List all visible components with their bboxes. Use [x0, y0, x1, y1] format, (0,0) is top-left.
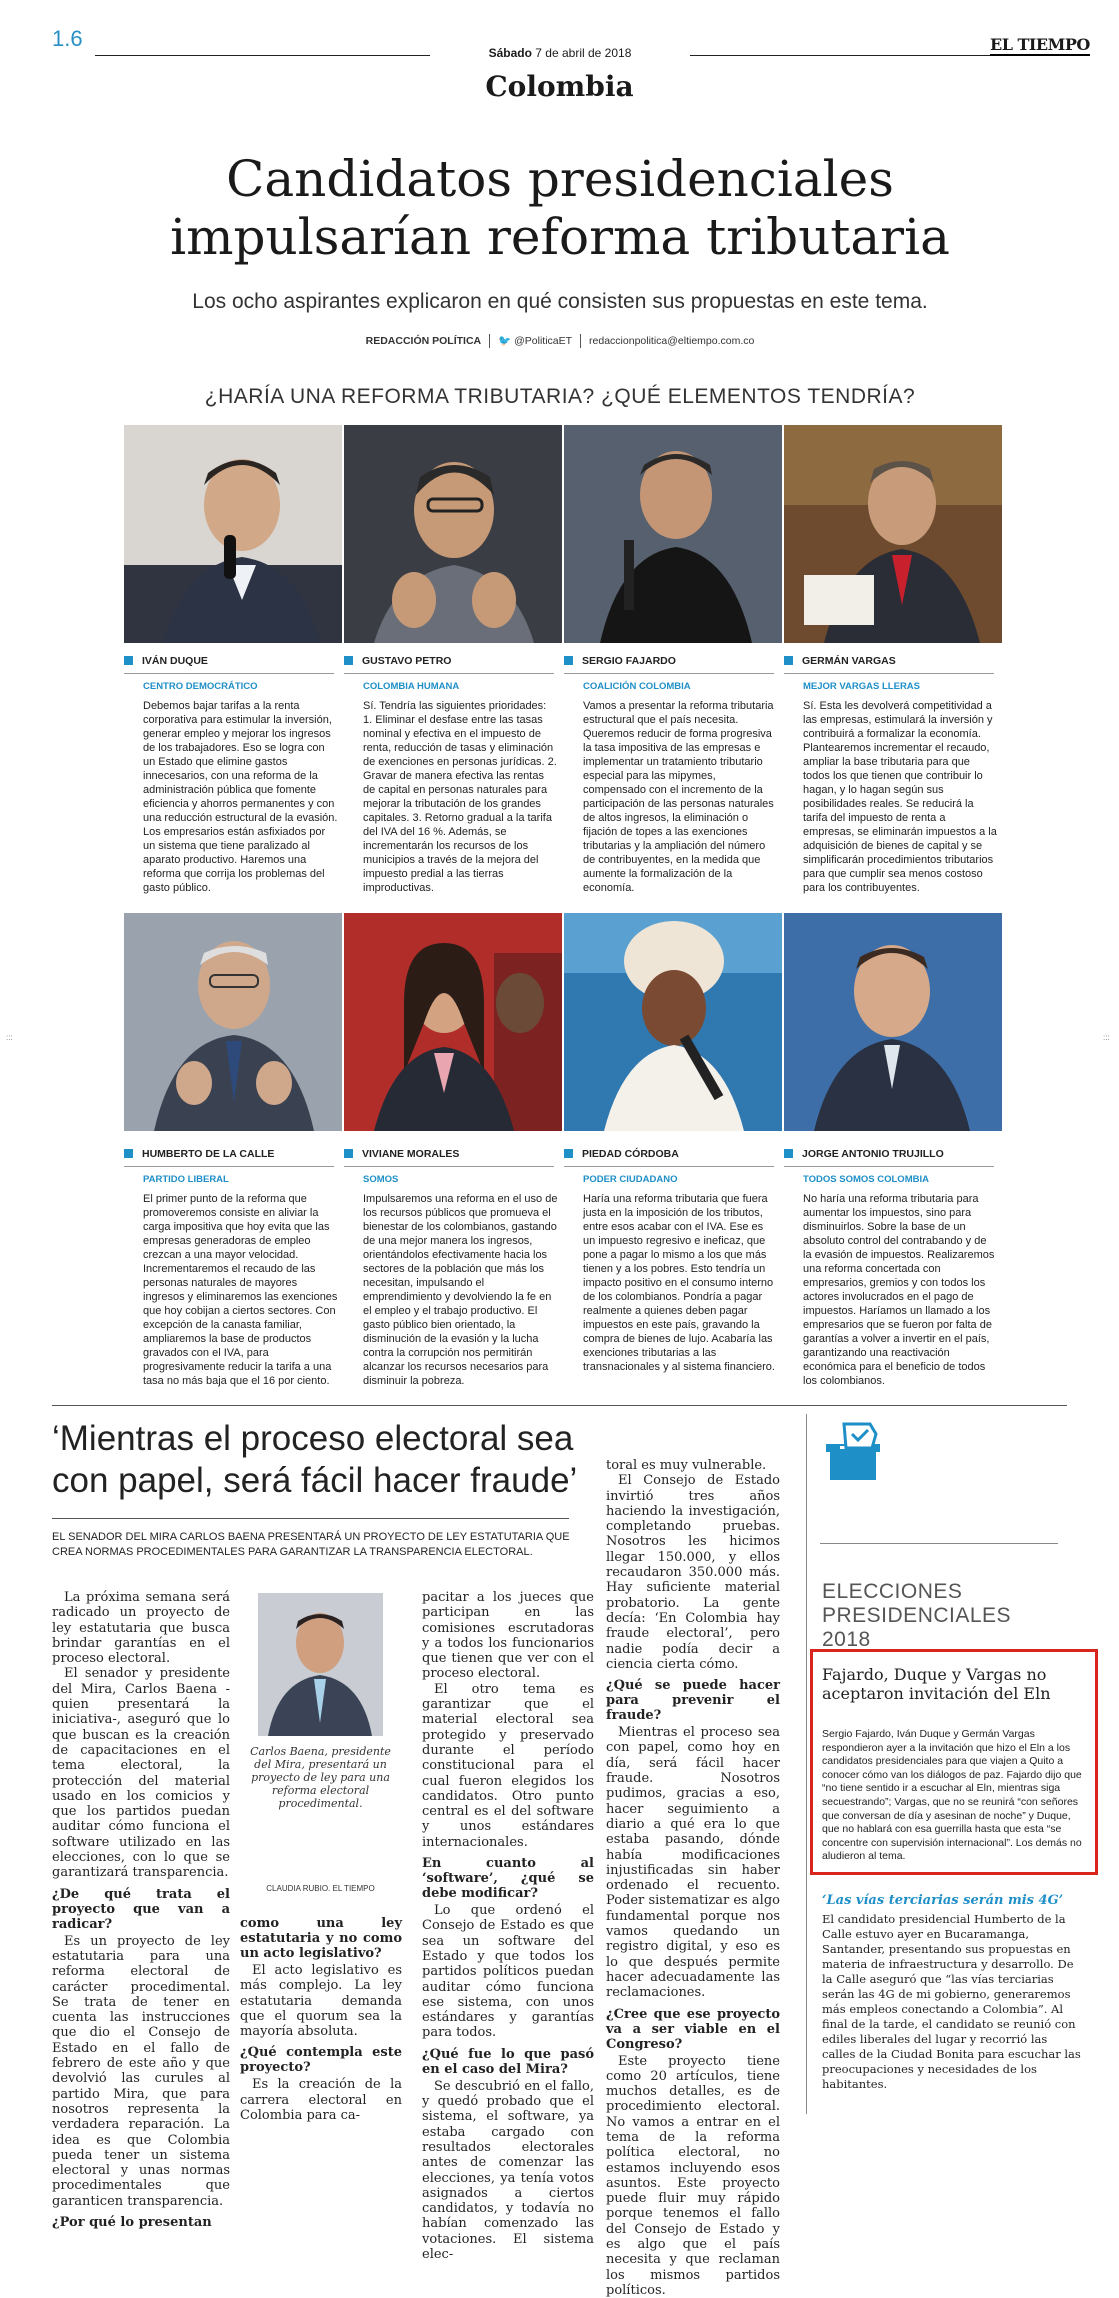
paragraph: toral es muy vulnerable.	[606, 1458, 780, 1473]
dateline	[430, 46, 690, 60]
sidebar-title-line: ELECCIONES	[822, 1580, 1011, 1604]
candidate-party: TODOS SOMOS COLOMBIA	[803, 1174, 929, 1185]
candidate-name: SERGIO FAJARDO	[564, 655, 676, 667]
byline	[100, 334, 1020, 348]
date-text: 7 de abril de 2018	[535, 46, 631, 60]
brief-title: Fajardo, Duque y Vargas no aceptaron invitación del Eln	[822, 1665, 1082, 1703]
brief-text-2: El candidato presidencial Humberto de la Calle estuvo ayer en Bucaramanga, Santander, presentando sus propuestas en materia de infraestructura y desarrollo. De la Calle aseguró que “las vías terciarias serán las 4G de mi gobierno, generaremos más empleos conectando a Colombia”. Al final de la tarde, el candidato se reunió con ediles liberales del lugar y recorrió las calles de la Ciudad Bonita para escuchar las preocupaciones y necesidades de los habitantes.	[822, 1912, 1084, 2092]
subheadline: Los ocho aspirantes explicaron en qué consisten sus propuestas en este tema.	[60, 290, 1060, 314]
article-deck: EL SENADOR DEL MIRA CARLOS BAENA PRESENTARÁ UN PROYECTO DE LEY ESTATUTARIA QUE CREA NORMAS PROCEDIMENTALES PARA GARANTIZAR LA TRANSPARENCIA ELECTORAL.	[52, 1530, 572, 1560]
square-bullet-icon	[784, 1149, 793, 1158]
photo-german-vargas	[784, 425, 1002, 643]
divider	[564, 673, 774, 674]
photo-credit: CLAUDIA RUBIO. EL TIEMPO	[248, 1884, 393, 1893]
candidate-answer: El primer punto de la reforma que promoveremos consiste en aliviar la carga impositiva que hoy evita que las empresas generadoras de empleo crezcan a una mayor velocidad. Incrementaremos el recaudo de las personas naturales de mayores ingresos y eliminaremos las exenciones que hoy cobijan a ciertos sectores. Con excepción de la canasta familiar, ampliaremos la base de productos gravados con el IVA, para progresivamente reducir la tarifa a una tasa no más baja que el 16 por ciento.	[143, 1192, 338, 1388]
divider	[124, 673, 334, 674]
photo-gustavo-petro	[344, 425, 562, 643]
header-rule-left	[95, 55, 430, 56]
brief-title-2: ‘Las vías terciarias serán mis 4G’	[822, 1893, 1063, 1908]
interview-question: ¿Cree que ese proyecto va a ser viable en el Congreso?	[606, 2007, 780, 2052]
paragraph: Se descubrió en el fallo, y quedó probado que el sistema, el software, ya estaba cargado con resultados electorales antes de comenzar las elecciones, ya tenía votos asignados a ciertos candidatos, y todavía no habían comenzado las votaciones. El sistema elec-	[422, 2079, 594, 2263]
paragraph: El senador y presidente del Mira, Carlos Baena -quien presentará la iniciativa-, aseguró que lo que buscan es la creación de capacitaciones en el tema electoral, la protección del material usado en los comicios y que los partidos puedan auditar cómo funciona el software utilizado en las elecciones, con lo que se garantizará transparencia.	[52, 1666, 230, 1880]
ballot-box-icon	[824, 1420, 888, 1488]
candidate-party: PARTIDO LIBERAL	[143, 1174, 229, 1185]
article-column-2	[240, 1916, 402, 2123]
square-bullet-icon	[784, 656, 793, 665]
candidate-name: VIVIANE MORALES	[344, 1148, 459, 1160]
photo-carlos-baena	[258, 1593, 383, 1736]
photo-caption: Carlos Baena, presidente del Mira, presentará un proyecto de ley para una reforma electoral procedimental.	[248, 1745, 393, 1810]
candidate-name: GERMÁN VARGAS	[784, 655, 896, 667]
square-bullet-icon	[564, 1149, 573, 1158]
paragraph: El otro tema es garantizar que el material electoral sea protegido y preservado durante el período constitucional para el cual fueron elegidos los candidatos. Otro punto central es el del software y unos estándares internacionales.	[422, 1682, 594, 1850]
article-column-4	[606, 1458, 780, 2298]
byline-author: REDACCIÓN POLÍTICA	[366, 335, 482, 347]
candidate-answer: Haría una reforma tributaria que fuera justa en la imposición de los tributos, entre esos acabar con el IVA. Ese es un impuesto regresivo e ineficaz, que pone a pagar lo mismo a los que más tienen y a los pobres. Esto tendría un impacto positivo en el consumo interno de los colombianos. Pondría a pagar realmente a quienes deben pagar impuestos en este país, gravando la compra de bienes de lujo. Acabaría las exenciones tributarias a las transnacionales y al sistema financiero.	[583, 1192, 778, 1374]
photo-piedad-cordoba	[564, 913, 782, 1131]
twitter-icon: 🐦	[498, 335, 511, 347]
candidate-answer: Sí. Esta les devolverá competitividad a las empresas, estimulará la inversión y contribuirá a formalizar la economía. Plantearemos incrementar el recaudo, ampliar la base tributaria para que todos los que tienen que contribuir lo hagan, y lo hagan según sus posibilidades reales. Se reducirá la tarifa del impuesto de renta a empresas, se eliminarán impuestos a la adquisición de bienes de capital y se simplificarán procedimientos tributarios para que cumplir sea menos costoso para los contribuyentes.	[803, 699, 998, 895]
main-headline	[60, 150, 1060, 266]
sidebar-title	[822, 1580, 1011, 1652]
byline-twitter[interactable]: @PoliticaET	[514, 335, 572, 347]
headline-line-1: Candidatos presidenciales	[60, 150, 1060, 208]
interview-question: ¿Qué contempla este proyecto?	[240, 2045, 402, 2075]
sidebar-divider	[806, 1414, 807, 2114]
interview-question: ¿De qué trata el proyecto que van a radicar?	[52, 1887, 230, 1932]
square-bullet-icon	[124, 656, 133, 665]
candidate-party: COALICIÓN COLOMBIA	[583, 681, 691, 692]
candidate-answer: Vamos a presentar la reforma tributaria estructural que el país necesita. Queremos reducir de forma progresiva la tasa impositiva de las empresas e implementar un tratamiento tributario especial para las mipymes, compensado con el incremento de la participación de las personas naturales de altos ingresos, la eliminación o fijación de topes a las exenciones tributarias y la ampliación del número de contribuyentes, en la medida que aumente la formalización de la economía.	[583, 699, 778, 895]
section-divider	[52, 1405, 1067, 1406]
candidate-party: COLOMBIA HUMANA	[363, 681, 459, 692]
photo-jorge-antonio-trujillo	[784, 913, 1002, 1131]
square-bullet-icon	[344, 1149, 353, 1158]
paragraph: El Consejo de Estado invirtió tres años haciendo la investigación, completando pruebas. Nosotros les hicimos llegar 150.000, y ellos recaudaron 350.000 más. Hay suficiente material probatorio. La gente decía: ‘En Colombia hay fraude electoral’, pero nadie podía decir a ciencia cierta cómo.	[606, 1473, 780, 1672]
article-column-3	[422, 1590, 594, 2262]
divider	[784, 673, 994, 674]
photo-sergio-fajardo	[564, 425, 782, 643]
interview-question: como una ley estatutaria y no como un acto legislativo?	[240, 1916, 402, 1961]
candidate-name: HUMBERTO DE LA CALLE	[124, 1148, 274, 1160]
paragraph: pacitar a los jueces que participan en las comisiones escrutadoras y a todos los funcionarios que tienen que ver con el proceso electoral.	[422, 1590, 594, 1682]
candidate-name: GUSTAVO PETRO	[344, 655, 451, 667]
photo-viviane-morales	[344, 913, 562, 1131]
candidate-name: JORGE ANTONIO TRUJILLO	[784, 1148, 944, 1160]
candidate-party: PODER CIUDADANO	[583, 1174, 677, 1185]
interview-question: ¿Qué fue lo que pasó en el caso del Mira?	[422, 2047, 594, 2077]
candidate-answer: Debemos bajar tarifas a la renta corporativa para estimular la inversión, generar empleo y mejorar los ingresos de los trabajadores. Eso se logra con un Estado que elimine gastos innecesarios, con una reforma de la administración pública que fomente eficiencia y ahorros permanentes y con una reducción estructural de la evasión. Los empresarios están asfixiados por un sistema que tiene paralizado al aparato productivo. Haremos una reforma que corrija los problemas del gasto público.	[143, 699, 338, 895]
paragraph: Es un proyecto de ley estatutaria para una reforma electoral de carácter procedimental. Se trata de tener en cuenta las instrucciones que dio el Consejo de Estado en el fallo de febrero de este año y que devolvió las curules al partido Mira, que para nosotros representa la verdadera reparación. La idea es que Colombia pueda tener un sistema electoral y unas normas procedimentales que garanticen transparencia.	[52, 1934, 230, 2209]
divider	[784, 1166, 994, 1167]
interview-question: En cuanto al ‘software’, ¿qué se debe modificar?	[422, 1856, 594, 1901]
divider	[344, 1166, 554, 1167]
candidate-answer: Sí. Tendría las siguientes prioridades: 1. Eliminar el desfase entre las tasas nominal y efectiva en el impuesto de renta, reducción de tasas y eliminación de exenciones en personas jurídicas. 2. Gravar de manera efectiva las rentas de capital en personas naturales para mejorar la tributación de los grandes capitales. 3. Retorno gradual a la tarifa del IVA del 16 %. Además, se incrementarán los recursos de los municipios a través de la mejora del impuesto predial a las tierras improductivas.	[363, 699, 558, 895]
candidate-answer: Impulsaremos una reforma en el uso de los recursos públicos que promueva el bienestar de los colombianos, gastando de una mejor manera los ingresos, orientándolos efectivamente hacia los sectores de la población que más los necesitan, impulsando el emprendimiento y devolviendo la fe en el empleo y el trabajo productivo. El gasto público bien orientado, la disminución de la evasión y la lucha contra la corrupción nos permitirán alcanzar los recursos necesarios para disminuir la pobreza.	[363, 1192, 558, 1388]
byline-email[interactable]: redaccionpolitica@eltiempo.com.co	[589, 335, 754, 347]
date-day: Sábado	[489, 46, 532, 60]
candidate-name: IVÁN DUQUE	[124, 655, 208, 667]
candidate-party: SOMOS	[363, 1174, 398, 1185]
divider	[124, 1166, 334, 1167]
candidate-name: PIEDAD CÓRDOBA	[564, 1148, 679, 1160]
square-bullet-icon	[564, 656, 573, 665]
registration-mark: :::	[1103, 1033, 1110, 1042]
sidebar-title-line: PRESIDENCIALES	[822, 1604, 1011, 1628]
divider	[344, 673, 554, 674]
article-title: ‘Mientras el proceso electoral sea con papel, será fácil hacer fraude’	[52, 1418, 592, 1502]
paragraph: Mientras el proceso sea con papel, como hoy en día, será fácil hacer fraude. Nosotros pudimos, gracias a eso, hacer seguimiento a diario a qué era lo que estaba pasando, dónde había modificaciones injustificadas sin haber ordenado el recuento. Poder sistematizar es algo fundamental porque nos vamos quedando un registro digital, y eso es lo que después permite hacer adecuadamente las reclamaciones.	[606, 1725, 780, 2000]
square-bullet-icon	[344, 656, 353, 665]
article-rule	[52, 1518, 569, 1519]
interview-question: ¿Qué se puede hacer para prevenir el fraude?	[606, 1678, 780, 1723]
headline-line-2: impulsarían reforma tributaria	[60, 208, 1060, 266]
sidebar-title-line: 2018	[822, 1628, 1011, 1652]
candidate-answer: No haría una reforma tributaria para aumentar los impuestos, sino para disminuirlos. Sobre la base de un absoluto control del contrabando y de la evasión de impuestos. Realizaremos una reforma concertada con empresarios, gremios y con todos los actores involucrados en el pago de impuestos. Haríamos un llamado a los empresarios que se fueron por falta de garantías a volver a invertir en el país, garantizando una reactivación económica para el beneficio de todos los colombianos.	[803, 1192, 998, 1388]
paragraph: Es la creación de la carrera electoral en Colombia para ca-	[240, 2077, 402, 2123]
interview-question: ¿Por qué lo presentan	[52, 2215, 230, 2230]
paragraph: La próxima semana será radicado un proyecto de ley estatutaria que busca brindar garantías en el proceso electoral.	[52, 1590, 230, 1666]
photo-ivan-duque	[124, 425, 342, 643]
candidate-party: CENTRO DEMOCRÁTICO	[143, 681, 258, 692]
divider	[564, 1166, 774, 1167]
newspaper-logo: EL TIEMPO	[990, 35, 1090, 56]
candidate-party: MEJOR VARGAS LLERAS	[803, 681, 920, 692]
photo-humberto-de-la-calle	[124, 913, 342, 1131]
paragraph: El acto legislativo es más complejo. La ley estatutaria demanda que el quorum sea la mayoría absoluta.	[240, 1963, 402, 2039]
brief-text: Sergio Fajardo, Iván Duque y Germán Vargas respondieron ayer a la invitación que hizo el Eln a los candidatos presidenciales para que viajen a Quito a conocer cómo van los diálogos de paz. Fajardo dijo que “no tiene sentido ir a escuchar al Eln, mientras siga secuestrando”; Vargas, que no se reunirá “con señores que conversan de día y asesinan de noche” y Duque, que no hablará con esa guerrilla hasta que esta “se concentre con supervisión internacional”. Los demás no aludieron al tema.	[822, 1728, 1084, 1864]
sidebar-rule	[820, 1543, 1058, 1544]
page-number: 1.6	[52, 26, 83, 52]
registration-mark: :::	[6, 1033, 13, 1042]
paragraph: Este proyecto tiene como 20 artículos, tiene muchos detalles, es de procedimiento electoral. No vamos a entrar en el tema de la reforma política electoral, no estamos incluyendo esos asuntos. Este proyecto puede fluir muy rápido porque tenemos el fallo del Consejo de Estado y es algo que el país necesita y que reclaman los mismos partidos políticos.	[606, 2054, 780, 2298]
survey-question: ¿HARÍA UNA REFORMA TRIBUTARIA? ¿QUÉ ELEMENTOS TENDRÍA?	[60, 385, 1060, 409]
section-title: Colombia	[0, 70, 1119, 103]
square-bullet-icon	[124, 1149, 133, 1158]
article-column-1	[52, 1590, 230, 2232]
paragraph: Lo que ordenó el Consejo de Estado es que sea un software del Estado y que todos los partidos políticos puedan auditar cómo funciona ese sistema, con unos estándares y garantías para todos.	[422, 1903, 594, 2041]
